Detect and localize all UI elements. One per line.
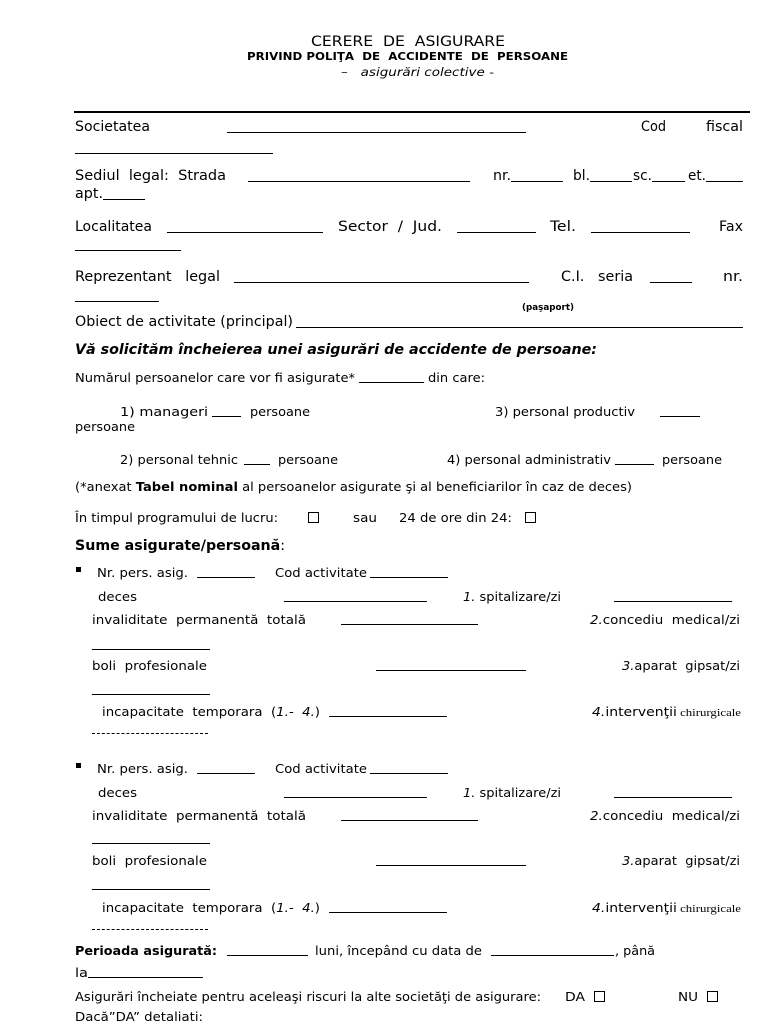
boli-field[interactable] xyxy=(376,659,526,671)
gipsat-field[interactable] xyxy=(92,878,210,890)
incapacitate-text: incapacitate temporara ( xyxy=(102,705,277,719)
boli-label: boli profesionale xyxy=(92,854,207,868)
sector-jud-label: Sector / Jud. xyxy=(338,219,442,235)
no-checkbox[interactable] xyxy=(707,991,718,1002)
header-divider xyxy=(74,111,750,113)
strada-field[interactable] xyxy=(248,168,470,182)
cod-activitate-field[interactable] xyxy=(370,762,448,774)
reprezentant-field[interactable] xyxy=(234,269,529,283)
tel-label: Tel. xyxy=(550,219,576,235)
work-hours-label: În timpul programului de lucru: xyxy=(75,511,278,525)
localitatea-label: Localitatea xyxy=(75,219,152,235)
details-label: Dacă”DA” detaliati: xyxy=(75,1010,203,1024)
invaliditate-field[interactable] xyxy=(341,809,478,821)
chirurgicale-text: chirurgicale xyxy=(676,903,741,915)
deces-label: deces xyxy=(98,786,137,800)
incapacitate-close: ) xyxy=(314,901,320,915)
sums-heading-text: Sume asigurate/persoană xyxy=(75,538,281,554)
deces-field[interactable] xyxy=(284,786,427,798)
chirurgicale-text: chirurgicale xyxy=(676,707,741,719)
technical-field[interactable] xyxy=(244,453,270,465)
cod-activitate-label: Cod activitate xyxy=(275,566,367,580)
sum-insured-block xyxy=(0,565,768,741)
interventii-number: 4. xyxy=(592,901,606,915)
bullet-icon xyxy=(76,763,81,768)
productive-unit: persoane xyxy=(75,420,135,434)
invaliditate-label: invaliditate permanentă totală xyxy=(92,613,306,627)
annex-open: (*anexat xyxy=(75,480,136,494)
incapacitate-range: 1.- 4. xyxy=(276,705,315,719)
bullet-icon xyxy=(76,567,81,572)
concediu-number: 2. xyxy=(590,613,603,627)
ci-nr-field[interactable] xyxy=(75,288,159,302)
obiect-label: Obiect de activitate (principal) xyxy=(75,314,293,330)
work-hours-checkbox[interactable] xyxy=(308,512,319,523)
cod-fiscal-field[interactable] xyxy=(75,140,273,154)
incapacitate-field[interactable] xyxy=(329,901,447,913)
sc-field[interactable] xyxy=(652,168,685,182)
document-subtitle: PRIVIND POLIŢA DE ACCIDENTE DE PERSOANE xyxy=(247,50,568,63)
gipsat-number: 3. xyxy=(622,659,635,673)
deces-field[interactable] xyxy=(284,590,427,602)
concediu-label xyxy=(590,613,740,627)
managers-label: 1) manageri xyxy=(120,405,208,419)
cod-label: Cod xyxy=(641,119,666,135)
boli-field[interactable] xyxy=(376,854,526,866)
period-until-label: , până xyxy=(615,944,655,958)
incapacitate-label xyxy=(102,901,320,915)
incapacitate-label xyxy=(102,705,320,719)
interventii-number: 4. xyxy=(592,705,606,719)
no-label: NU xyxy=(678,990,698,1004)
incapacitate-range: 1.- 4. xyxy=(276,901,315,915)
localitatea-field[interactable] xyxy=(167,219,323,233)
et-field[interactable] xyxy=(706,168,743,182)
interventii-field[interactable] xyxy=(92,728,208,734)
sc-label: sc. xyxy=(633,168,652,184)
technical-unit: persoane xyxy=(278,453,338,467)
pasaport-note: (paşaport) xyxy=(522,303,574,313)
or-label: sau xyxy=(353,511,377,525)
incapacitate-field[interactable] xyxy=(329,705,447,717)
ci-seria-field[interactable] xyxy=(650,269,692,283)
gipsat-text: aparat gipsat/zi xyxy=(634,854,740,868)
interventii-text: intervenţii xyxy=(605,705,677,719)
period-months-field[interactable] xyxy=(227,944,308,956)
spitalizare-text: spitalizare/zi xyxy=(475,590,561,604)
sum-insured-block xyxy=(0,761,768,937)
apt-label: apt. xyxy=(75,186,103,202)
period-end-field[interactable] xyxy=(88,966,203,978)
bl-field[interactable] xyxy=(590,168,632,182)
deces-label: deces xyxy=(98,590,137,604)
full-day-checkbox[interactable] xyxy=(525,512,536,523)
incapacitate-text: incapacitate temporara ( xyxy=(102,901,277,915)
concediu-field[interactable] xyxy=(92,638,210,650)
period-to-label: la xyxy=(75,966,88,980)
administrative-label: 4) personal administrativ xyxy=(447,453,611,467)
annex-bold: Tabel nominal xyxy=(135,480,238,494)
annex-note xyxy=(75,480,632,494)
count-field[interactable] xyxy=(359,371,424,383)
nr-pers-label: Nr. pers. asig. xyxy=(97,566,188,580)
interventii-label xyxy=(592,705,741,720)
nr-label: nr. xyxy=(493,168,511,184)
sums-heading-colon: : xyxy=(280,538,285,554)
yes-label: DA xyxy=(565,990,585,1004)
societatea-field[interactable] xyxy=(227,119,526,133)
document-note: – asigurări colective - xyxy=(341,65,494,79)
count-label: Numărul persoanelor care vor fi asigurate* xyxy=(75,371,355,385)
spitalizare-label xyxy=(463,590,561,604)
apt-field[interactable] xyxy=(103,186,145,200)
gipsat-label xyxy=(622,659,740,673)
cod-activitate-field[interactable] xyxy=(370,566,448,578)
nr-pers-label: Nr. pers. asig. xyxy=(97,762,188,776)
period-label: Perioada asigurată: xyxy=(75,944,217,958)
boli-label: boli profesionale xyxy=(92,659,207,673)
sector-jud-field[interactable] xyxy=(457,219,536,233)
spitalizare-label xyxy=(463,786,561,800)
period-start-label: luni, începând cu data de xyxy=(315,944,482,958)
ci-seria-label: C.I. seria xyxy=(561,269,633,285)
invaliditate-field[interactable] xyxy=(341,613,478,625)
obiect-field[interactable] xyxy=(296,314,743,328)
spitalizare-number: 1. xyxy=(463,590,476,604)
nr-pers-field[interactable] xyxy=(197,566,255,578)
yes-checkbox[interactable] xyxy=(594,991,605,1002)
productive-field[interactable] xyxy=(660,405,700,417)
sums-heading xyxy=(75,538,285,554)
request-heading: Vă solicităm încheierea unei asigurări de accidente de persoane: xyxy=(75,342,597,358)
productive-label: 3) personal productiv xyxy=(495,405,635,419)
other-insurance-question: Asigurări încheiate pentru aceleaşi riscuri la alte societăţi de asigurare: xyxy=(75,990,541,1004)
nr-pers-field[interactable] xyxy=(197,762,255,774)
managers-unit: persoane xyxy=(250,405,310,419)
count-suffix: din care: xyxy=(428,371,485,385)
concediu-text: concediu medical/zi xyxy=(602,613,740,627)
fax-field[interactable] xyxy=(75,237,181,251)
full-day-label: 24 de ore din 24: xyxy=(399,511,512,525)
interventii-text: intervenţii xyxy=(605,901,677,915)
cod-activitate-label: Cod activitate xyxy=(275,762,367,776)
spitalizare-number: 1. xyxy=(463,786,476,800)
spitalizare-field[interactable] xyxy=(614,590,732,602)
period-start-field[interactable] xyxy=(491,944,614,956)
concediu-number: 2. xyxy=(590,809,603,823)
spitalizare-text: spitalizare/zi xyxy=(475,786,561,800)
gipsat-label xyxy=(622,854,740,868)
gipsat-field[interactable] xyxy=(92,683,210,695)
administrative-field[interactable] xyxy=(615,453,654,465)
concediu-field[interactable] xyxy=(92,832,210,844)
managers-field[interactable] xyxy=(212,405,241,417)
sediu-label: Sediul legal: Strada xyxy=(75,168,226,184)
interventii-label xyxy=(592,901,741,916)
fax-label: Fax xyxy=(719,219,743,235)
administrative-unit: persoane xyxy=(662,453,722,467)
nr-field[interactable] xyxy=(511,168,563,182)
et-label: et. xyxy=(688,168,706,184)
ci-nr-label: nr. xyxy=(723,269,743,285)
invaliditate-label: invaliditate permanentă totală xyxy=(92,809,306,823)
concediu-text: concediu medical/zi xyxy=(602,809,740,823)
societatea-label: Societatea xyxy=(75,119,150,135)
technical-label: 2) personal tehnic xyxy=(120,453,238,467)
tel-field[interactable] xyxy=(591,219,690,233)
interventii-field[interactable] xyxy=(92,924,208,930)
annex-rest: al persoanelor asigurate şi al beneficiarilor în caz de deces) xyxy=(237,480,632,494)
incapacitate-close: ) xyxy=(314,705,320,719)
bl-label: bl. xyxy=(573,168,590,184)
gipsat-number: 3. xyxy=(622,854,635,868)
reprezentant-label: Reprezentant legal xyxy=(75,269,220,285)
spitalizare-field[interactable] xyxy=(614,786,732,798)
fiscal-label: fiscal xyxy=(706,119,743,135)
document-title: CERERE DE ASIGURARE xyxy=(311,34,505,50)
gipsat-text: aparat gipsat/zi xyxy=(634,659,740,673)
concediu-label xyxy=(590,809,740,823)
